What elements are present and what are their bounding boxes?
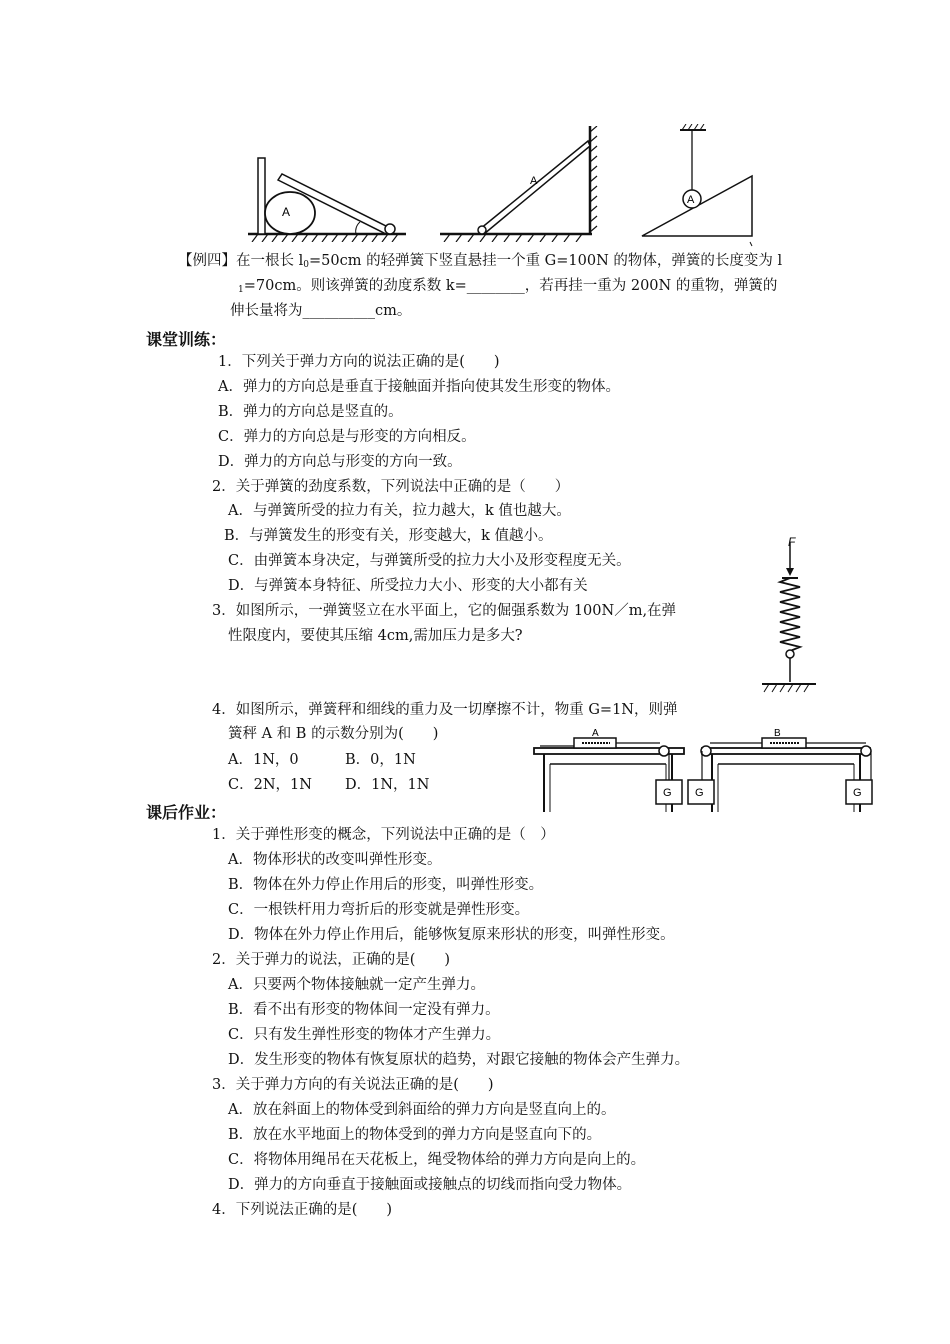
spring-force-label: F	[788, 535, 796, 549]
classroom-q2-option-b: B．与弹簧发生的形变有关，形变越大，k 值越小。	[224, 528, 553, 544]
classroom-q4-line1: 4．如图所示，弹簧秤和细线的重力及一切摩擦不计，物重 G=1N，则弹	[212, 702, 678, 718]
fig3-label: A	[687, 194, 695, 206]
homework-q2-option-b: B．看不出有形变的物体间一定没有弹力。	[228, 1002, 500, 1018]
classroom-q1-option-d: D．弹力的方向总与形变的方向一致。	[218, 454, 462, 470]
classroom-q1-option-c: C．弹力的方向总是与形变的方向相反。	[218, 429, 476, 445]
homework-q2-option-d: D．发生形变的物体有恢复原状的趋势，对跟它接触的物体会产生弹力。	[228, 1052, 690, 1068]
homework-q1-option-b: B．物体在外力停止作用后的形变，叫弹性形变。	[228, 877, 544, 893]
homework-q2-option-c: C．只有发生弹性形变的物体才产生弹力。	[228, 1027, 501, 1043]
homework-q1-option-d: D．物体在外力停止作用后，能够恢复原来形状的形变，叫弹性形变。	[228, 927, 675, 943]
classroom-q4-option-c: C．2N，1N	[228, 777, 312, 793]
classroom-q2-option-a: A．与弹簧所受的拉力有关，拉力越大，k 值也越大。	[228, 503, 571, 519]
homework-q2-stem: 2．关于弹力的说法，正确的是( )	[212, 952, 451, 968]
classroom-q4-line2: 簧秤 A 和 B 的示数分别为( )	[228, 726, 439, 742]
homework-q3-option-a: A．放在斜面上的物体受到斜面给的弹力方向是竖直向上的。	[228, 1102, 616, 1118]
figure-vertical-spring	[758, 534, 820, 694]
fig1-label: A	[282, 205, 291, 219]
classroom-q4-option-a: A．1N，0	[228, 752, 299, 768]
classroom-q3-line1: 3．如图所示，一弹簧竖立在水平面上，它的倔强系数为 100N／m,在弹	[212, 603, 677, 619]
figure-ball-rod	[248, 150, 408, 242]
homework-q3-stem: 3．关于弹力方向的有关说法正确的是( )	[212, 1077, 494, 1093]
classroom-q2-stem: 2．关于弹簧的劲度系数，下列说法中正确的是（ ）	[212, 479, 570, 495]
classroom-q2-option-d: D．与弹簧本身特征、所受拉力大小、形变的大小都有关	[228, 578, 588, 594]
classroom-q4-option-b: B．0，1N	[345, 752, 416, 768]
homework-q1-option-a: A．物体形状的改变叫弹性形变。	[228, 852, 442, 868]
weight-label-a: G	[663, 787, 672, 799]
homework-q3-option-b: B．放在水平地面上的物体受到的弹力方向是竖直向下的。	[228, 1127, 602, 1143]
homework-q3-option-d: D．弹力的方向垂直于接触面或接触点的切线而指向受力物体。	[228, 1177, 632, 1193]
homework-q2-option-a: A．只要两个物体接触就一定产生弹力。	[228, 977, 485, 993]
figure-rod-wall	[440, 126, 600, 242]
classroom-q4-option-d: D．1N，1N	[345, 777, 430, 793]
figure-hanging-ball-incline	[640, 124, 760, 248]
example4-line3: 伸长量将为__________cm。	[230, 303, 412, 319]
weight-label-b-left: G	[695, 787, 704, 799]
classroom-q1-stem: 1．下列关于弹力方向的说法正确的是( )	[218, 354, 500, 370]
classroom-q3-line2: 性限度内，要使其压缩 4cm,需加压力是多大?	[228, 628, 523, 644]
example4-prefix: 【例四】	[178, 253, 236, 269]
scale-a-label: A	[592, 728, 599, 739]
classroom-q1-option-b: B．弹力的方向总是竖直的。	[218, 404, 403, 420]
homework-q4-stem: 4．下列说法正确的是( )	[212, 1202, 393, 1218]
classroom-q2-option-c: C．由弹簧本身决定，与弹簧所受的拉力大小及形变程度无关。	[228, 553, 631, 569]
homework-q3-option-c: C．将物体用绳吊在天花板上，绳受物体给的弹力方向是向上的。	[228, 1152, 646, 1168]
classroom-q1-option-a: A．弹力的方向总是垂直于接触面并指向使其发生形变的物体。	[218, 379, 620, 395]
figure-spring-scales	[530, 724, 880, 814]
section-title-homework: 课后作业：	[146, 803, 227, 822]
example4-line2: $_1$=70cm。则该弹簧的劲度系数 k=________，若再挂一重为 200N 的重物，弹簧的	[238, 278, 778, 295]
fig2-label: A	[530, 175, 538, 187]
weight-label-b-right: G	[853, 787, 862, 799]
section-title-classroom: 课堂训练：	[146, 330, 227, 349]
scale-b-label: B	[774, 728, 781, 739]
homework-q1-stem: 1．关于弹性形变的概念，下列说法中正确的是（ ）	[212, 827, 555, 843]
homework-q1-option-c: C．一根铁杆用力弯折后的形变就是弹性形变。	[228, 902, 530, 918]
example4-line1: 【例四】在一根长 $l_0=50cm$ 的轻弹簧下竖直悬挂一个重 G=100N 的物体，弹簧的长度变为 l	[178, 253, 783, 270]
